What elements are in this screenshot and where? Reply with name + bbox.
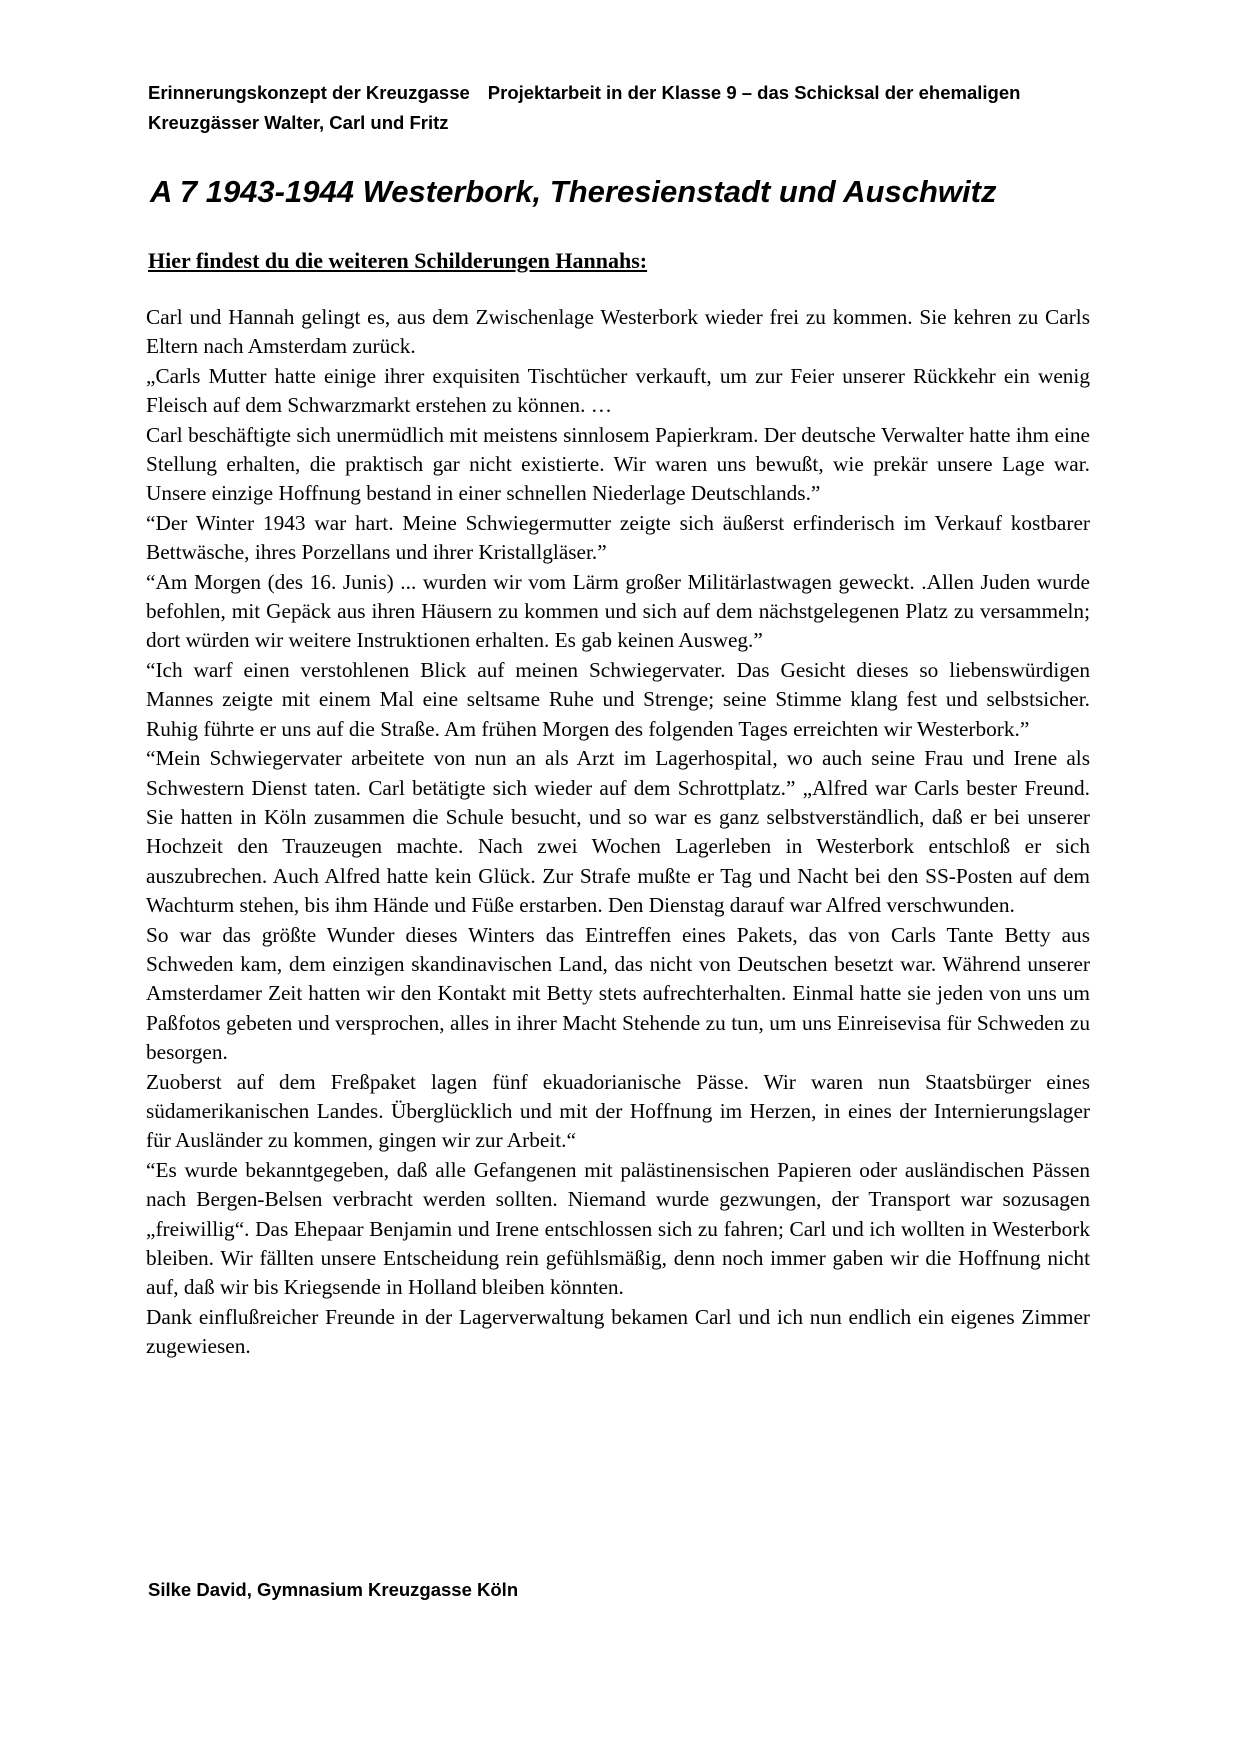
document-title: A 7 1943-1944 Westerbork, Theresienstadt und Auschwitz <box>150 174 997 209</box>
paragraph: Carl beschäftigte sich unermüdlich mit meistens sinnlosem Papierkram. Der deutsche Verwalter hatte ihm eine Stellung erhalten, die praktisch gar nicht existierte. Wir waren uns bewußt, wie prekär unsere Lage war. Unsere einzige Hoffnung bestand in einer schnellen Niederlage Deutschlands.” <box>146 422 1090 506</box>
header-line-2: Kreuzgässer Walter, Carl und Fritz <box>148 112 449 133</box>
section-subheading: Hier findest du die weiteren Schilderungen Hannahs: <box>148 248 648 273</box>
page-header <box>148 78 1108 138</box>
body-text <box>146 303 1090 1362</box>
header-left: Erinnerungskonzept der Kreuzgasse <box>148 82 470 103</box>
paragraph: “Am Morgen (des 16. Junis) ... wurden wir vom Lärm großer Militärlastwagen geweckt. .Allen Juden wurde befohlen, mit Gepäck aus ihren Häusern zu kommen und sich auf dem nächstgelegenen Platz zu versammeln; dort würden wir weitere Instruktionen erhalten. Es gab keinen Ausweg.” <box>146 569 1090 653</box>
paragraph: “Mein Schwiegervater arbeitete von nun an als Arzt im Lagerhospital, wo auch seine Frau und Irene als Schwestern Dienst taten. Carl betätigte sich wieder auf dem Schrottplatz.” „Alfred war Carls bester Freund. Sie hatten in Köln zusammen die Schule besucht, und so war es ganz selbstverständlich, daß er bei unserer Hochzeit den Trauzeugen machte. Nach zwei Wochen Lagerleben in Westerbork entschloß er sich auszubrechen. Auch Alfred hatte kein Glück. Zur Strafe mußte er Tag und Nacht bei den SS-Posten auf dem Wachturm stehen, bis ihm Hände und Füße erstarben. Den Dienstag darauf war Alfred verschwunden. <box>146 746 1090 918</box>
paragraph: Carl und Hannah gelingt es, aus dem Zwischenlage Westerbork wieder frei zu kommen. Sie kehren zu Carls Eltern nach Amsterdam zurück. <box>146 305 1090 359</box>
paragraph: “Ich warf einen verstohlenen Blick auf meinen Schwiegervater. Das Gesicht dieses so liebenswürdigen Mannes zeigte mit einem Mal eine seltsame Ruhe und Strenge; seine Stimme klang fest und selbstsicher. Ruhig führte er uns auf die Straße. Am frühen Morgen des folgenden Tages erreichten wir Westerbork.” <box>146 657 1090 741</box>
page-footer: Silke David, Gymnasium Kreuzgasse Köln <box>148 1579 519 1600</box>
paragraph: „Carls Mutter hatte einige ihrer exquisiten Tischtücher verkauft, um zur Feier unserer Rückkehr ein wenig Fleisch auf dem Schwarzmarkt erstehen zu können. … <box>146 363 1090 418</box>
paragraph: Zuoberst auf dem Freßpaket lagen fünf ekuadorianische Pässe. Wir waren nun Staatsbürger eines südamerikanischen Landes. Überglücklich und mit der Hoffnung im Herzen, in eines der Internierungslager für Ausländer zu kommen, gingen wir zur Arbeit.“ <box>146 1069 1090 1153</box>
paragraph: “Der Winter 1943 war hart. Meine Schwiegermutter zeigte sich äußerst erfinderisch im Verkauf kostbarer Bettwäsche, ihres Porzellans und ihrer Kristallgläser.” <box>146 510 1090 565</box>
paragraph: “Es wurde bekanntgegeben, daß alle Gefangenen mit palästinensischen Papieren oder ausländischen Pässen nach Bergen-Belsen verbracht werden sollten. Niemand wurde gezwungen, der Transport war sozusagen „freiwillig“. Das Ehepaar Benjamin und Irene entschlossen sich zu fahren; Carl und ich wollten in Westerbork bleiben. Wir fällten unsere Entscheidung rein gefühlsmäßig, denn noch immer gaben wir die Hoffnung nicht auf, daß wir bis Kriegsende in Holland bleiben könnten. <box>146 1157 1090 1300</box>
paragraph: So war das größte Wunder dieses Winters das Eintreffen eines Pakets, das von Carls Tante Betty aus Schweden kam, dem einzigen skandinavischen Land, das nicht von Deutschen besetzt war. Während unserer Amsterdamer Zeit hatten wir den Kontakt mit Betty stets aufrechterhalten. Einmal hatte sie jeden von uns um Paßfotos gebeten und versprochen, alles in ihrer Macht Stehende zu tun, um uns Einreisevisa für Schweden zu besorgen. <box>146 922 1090 1065</box>
header-right: Projektarbeit in der Klasse 9 – das Schicksal der ehemaligen <box>487 82 1021 103</box>
header-line-1 <box>148 78 1108 108</box>
paragraph: Dank einflußreicher Freunde in der Lagerverwaltung bekamen Carl und ich nun endlich ein eigenes Zimmer zugewiesen. <box>146 1304 1090 1359</box>
